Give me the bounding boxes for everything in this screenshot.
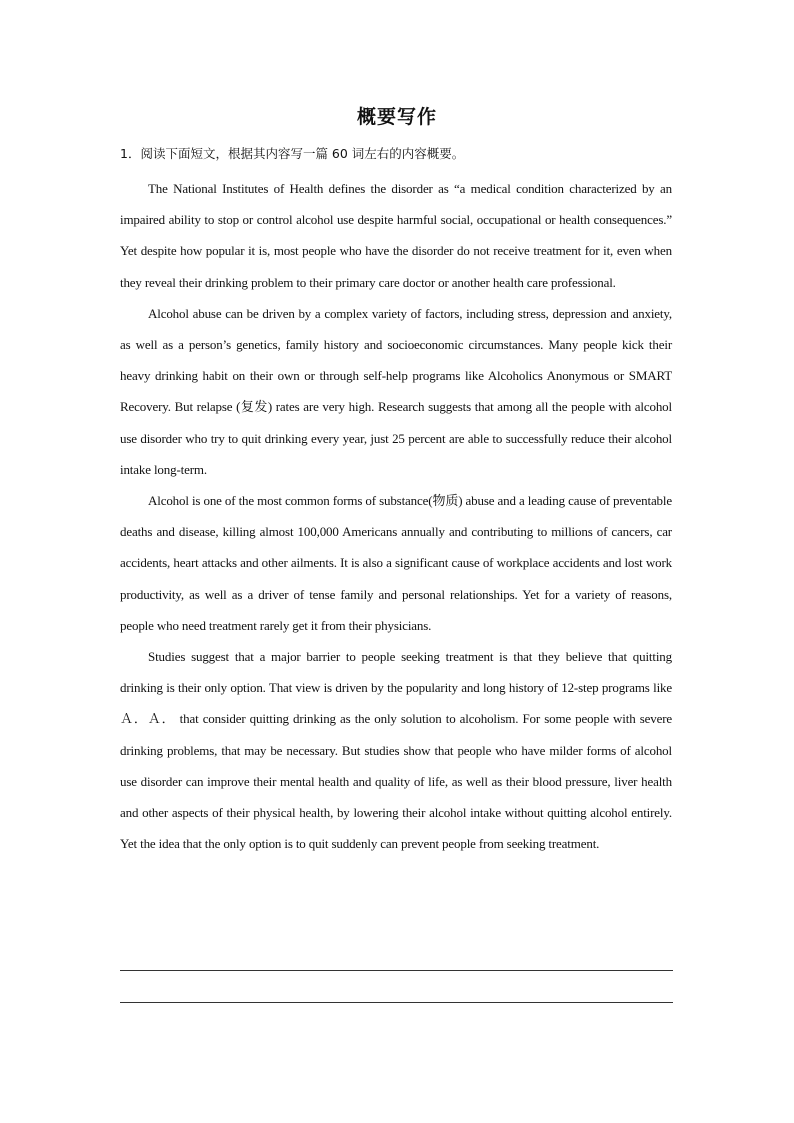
page-title: 概要写作 xyxy=(356,106,437,128)
passage-paragraph-2: Alcohol abuse can be driven by a complex variety of factors, including stress, depression and anxiety, as well as a person’s genetics, family history and socioeconomic circumstances. Many people kick their heavy drinking habit on their own or through self-help programs like Alcoholics Anonymous or SMART Recovery. But relapse (复发) rates are very high. Research suggests that among all the people with alcohol use disorder who try to quit drinking every year, just 25 percent are able to successfully reduce their alcohol intake long-term. xyxy=(120,305,672,477)
reading-passage xyxy=(120,173,672,859)
passage-paragraph-3: Alcohol is one of the most common forms of substance(物质) abuse and a leading cause of preventable deaths and disease, killing almost 100,000 Americans annually and contributing to millions of cancers, car accidents, heart attacks and other ailments. It is also a significant cause of workplace accidents and lost work productivity, as well as a driver of tense family and personal relationships. Yet for a variety of reasons, people who need treatment rarely get it from their physicians. xyxy=(120,493,672,633)
question-prompt: 1．阅读下面短文，根据其内容写一篇 60 词左右的内容概要。 xyxy=(120,146,465,161)
answer-line xyxy=(120,1002,673,1003)
passage-paragraph-1: The National Institutes of Health defines the disorder as “a medical condition characterized by an impaired ability to stop or control alcohol use despite harmful social, occupational or health consequences.” Yet despite how popular it is, most people who have the disorder do not receive treatment for it, even when they reveal their drinking problem to their primary care doctor or another health care professional. xyxy=(120,181,672,290)
passage-paragraph-4: Studies suggest that a major barrier to people seeking treatment is that they believe that quitting drinking is their only option. That view is driven by the popularity and long history of 12-step programs like Ａ．Ａ． that consider quitting drinking as the only solution to alcoholism. For some people with severe drinking problems, that may be necessary. But studies show that people who have milder forms of alcohol use disorder can improve their mental health and quality of life, as well as their blood pressure, liver health and other aspects of their physical health, by lowering their alcohol intake without quitting alcohol entirely. Yet the idea that the only option is to quit suddenly can prevent people from seeking treatment. xyxy=(120,649,672,852)
answer-line xyxy=(120,970,673,971)
